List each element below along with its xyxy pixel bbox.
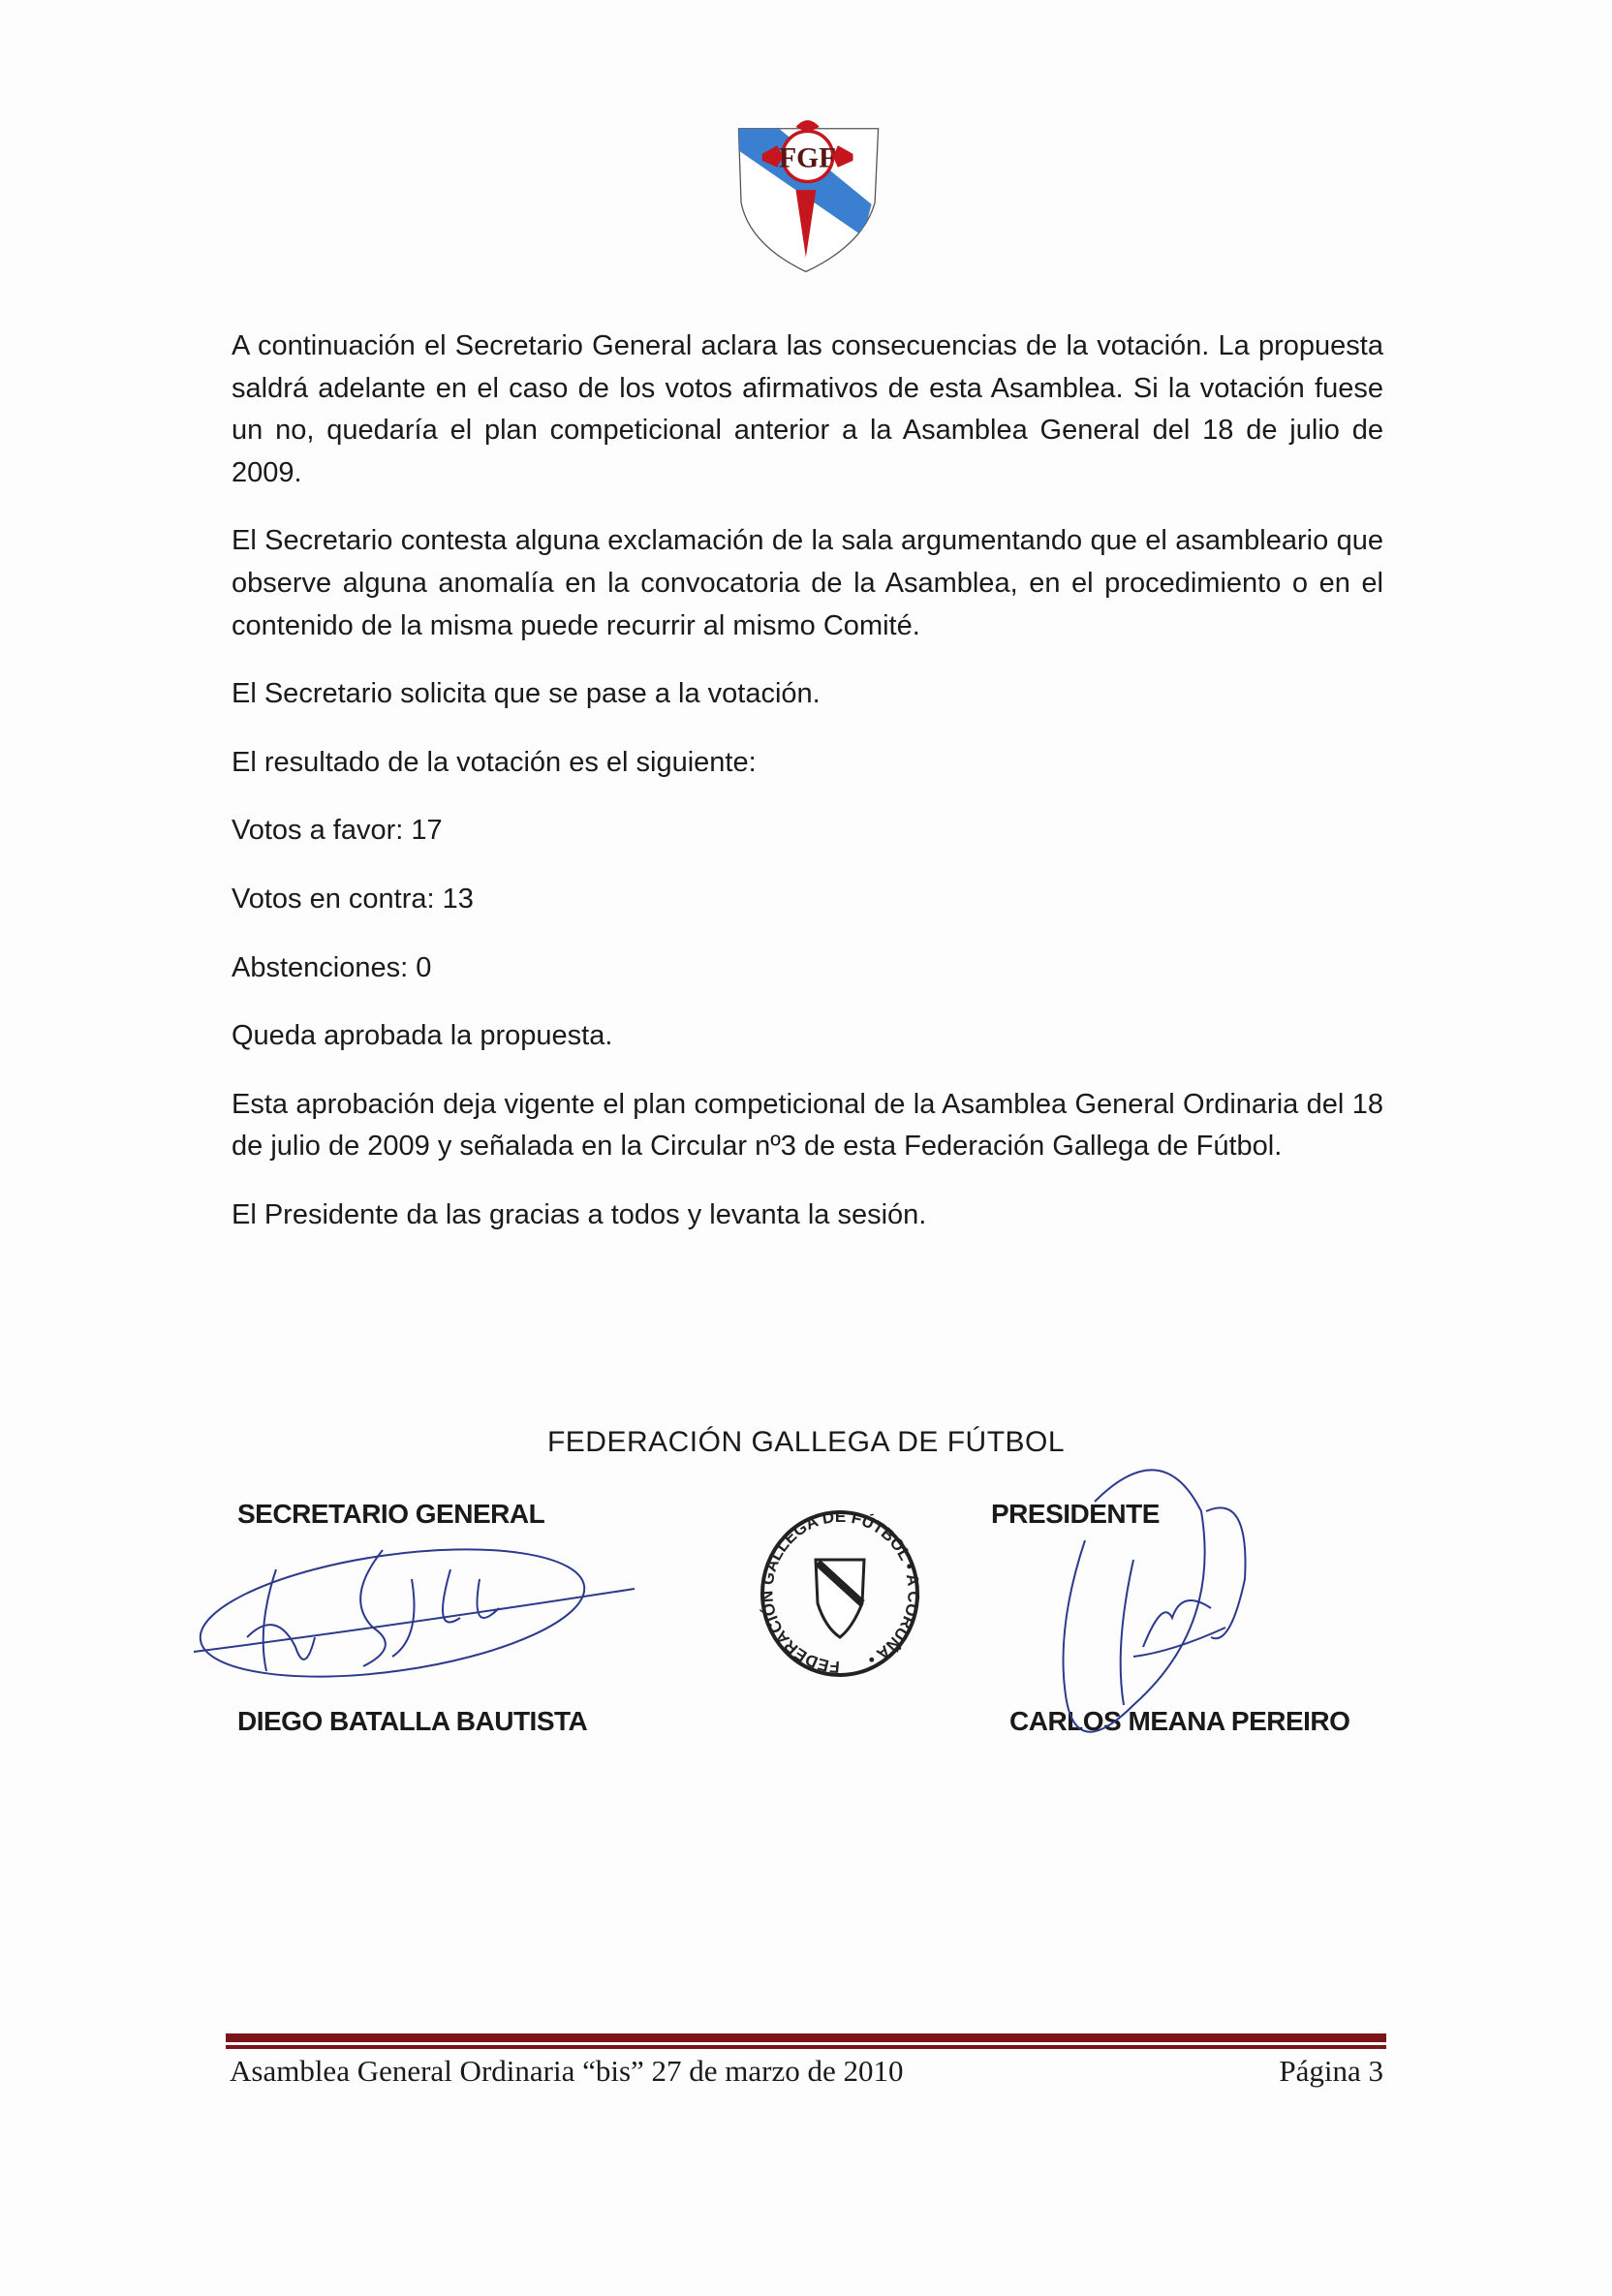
paragraph: A continuación el Secretario General aclara las consecuencias de la votación. La propuesta saldrá adelante en el caso de los votos afirmativos de esta Asamblea. Si la votación fuese un no, quedaría el plan competicional anterior a la Asamblea General del 18 de julio de 2009. bbox=[232, 330, 1383, 488]
secretary-role: SECRETARIO GENERAL bbox=[237, 1499, 545, 1529]
abstentions: Abstenciones: 0 bbox=[232, 951, 432, 983]
fgf-logo bbox=[728, 105, 888, 284]
document-body bbox=[232, 326, 1383, 1263]
federation-seal bbox=[756, 1506, 925, 1681]
paragraph: El Secretario solicita que se pase a la votación. bbox=[232, 678, 821, 710]
paragraph: Queda aprobada la propuesta. bbox=[232, 1020, 613, 1052]
seal-text: FEDERACIÓN GALLEGA DE FÚTBOL • A CORUÑA • bbox=[758, 1506, 923, 1677]
svg-text:FGF: FGF bbox=[779, 142, 837, 174]
organization-title: FEDERACIÓN GALLEGA DE FÚTBOL bbox=[546, 1426, 1066, 1458]
page-number: Página 3 bbox=[1279, 2054, 1383, 2088]
votes-against: Votos en contra: 13 bbox=[232, 883, 474, 915]
paragraph: Esta aprobación deja vigente el plan competicional de la Asamblea General Ordinaria del 18 de julio de 2009 y señalada en la Circular nº3 de esta Federación Gallega de Fútbol. bbox=[232, 1088, 1383, 1163]
president-name: CARLOS MEANA PEREIRO bbox=[1009, 1706, 1350, 1736]
footer-title: Asamblea General Ordinaria “bis” 27 de marzo de 2010 bbox=[230, 2054, 904, 2088]
votes-for: Votos a favor: 17 bbox=[232, 815, 443, 847]
paragraph: El Secretario contesta alguna exclamación de la sala argumentando que el asambleario que observe alguna anomalía en la convocatoria de la Asamblea, en el procedimiento o en el contenido de la misma puede recurrir al mismo Comité. bbox=[232, 525, 1383, 641]
president-role: PRESIDENTE bbox=[991, 1499, 1160, 1529]
footer-rule bbox=[226, 2033, 1386, 2045]
paragraph: El Presidente da las gracias a todos y levanta la sesión. bbox=[232, 1198, 927, 1230]
paragraph: El resultado de la votación es el siguiente: bbox=[232, 746, 757, 778]
secretary-name: DIEGO BATALLA BAUTISTA bbox=[237, 1706, 588, 1736]
